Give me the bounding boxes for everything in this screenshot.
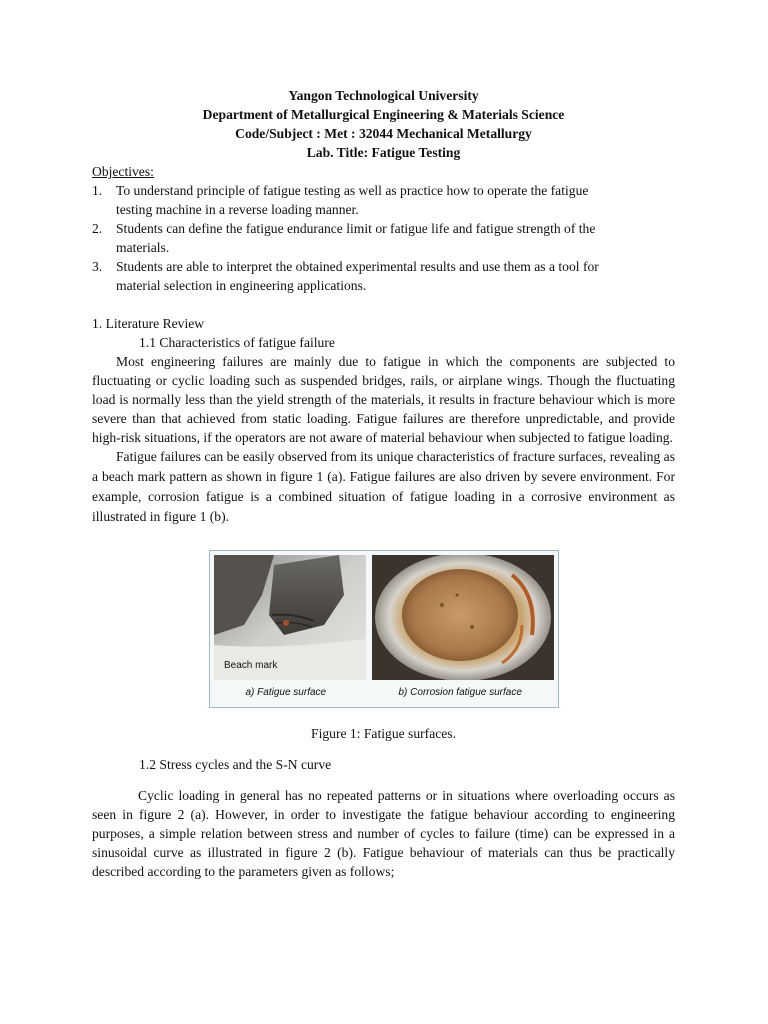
subsection-heading-stress-cycles: 1.2 Stress cycles and the S-N curve (139, 757, 332, 772)
paragraph-fatigue-failures: Most engineering failures are mainly due to fatigue in which the components are subjected to fluctuating or cyclic loading such as suspended bridges, rails, or airplane wings. Though the fluctuating load is normally less than the yield strength of the materials, it results in fracture behaviour which is more severe than that achieved from static loading. Fatigue failures are therefore unpredictable, and provide high-risk situations, if the operators are not aware of material behaviour when subjected to fatigue loading. (92, 354, 675, 445)
objectives-list (92, 181, 675, 295)
objective-text: To understand principle of fatigue testing as well as practice how to operate the fatigue testing machine in a reverse loading manner. (116, 183, 589, 217)
section-heading-literature-review: 1. Literature Review (92, 316, 205, 331)
subsection-heading-fatigue-failure: 1.1 Characteristics of fatigue failure (139, 335, 335, 350)
university-title: Yangon Technological University (288, 88, 479, 103)
objective-item (92, 219, 675, 257)
department-title: Department of Metallurgical Engineering & Materials Science (202, 107, 565, 122)
figure-caption: Figure 1: Fatigue surfaces. (311, 726, 456, 741)
caption-fatigue-surface: a) Fatigue surface (245, 687, 327, 698)
code-subject: Code/Subject : Met : 32044 Mechanical Metallurgy (235, 126, 532, 141)
figure-subcaptions (210, 681, 558, 701)
fatigue-surface-photo (214, 555, 366, 680)
objectives-heading: Objectives: (92, 164, 154, 179)
caption-corrosion-fatigue: b) Corrosion fatigue surface (398, 687, 522, 698)
paragraph-cyclic-loading: Cyclic loading in general has no repeated patterns or in situations where overloading occurs as seen in figure 2 (a). However, in order to investigate the fatigue behaviour according to engineering purposes, a simple relation between stress and number of cycles to failure (time) can be expressed in a sinusoidal curve as illustrated in figure 2 (b). Fatigue behaviour of materials can thus be practically described according to the parameters given as follows; (92, 788, 675, 879)
paragraph-beach-mark: Fatigue failures can be easily observed from its unique characteristics of fracture surfaces, revealing as a beach mark pattern as shown in figure 1 (a). Fatigue failures are also driven by severe environment. For example, corrosion fatigue is a combined situation of fatigue loading in a corrosive environment as illustrated in figure 1 (b). (92, 449, 675, 524)
objective-item (92, 257, 675, 295)
beach-mark-label: Beach mark (223, 660, 277, 671)
objective-number: 1. (92, 183, 103, 198)
document-page (92, 86, 675, 881)
figure-fatigue-surfaces (209, 550, 559, 708)
objective-item (92, 181, 675, 219)
objective-number: 2. (92, 221, 103, 236)
corrosion-fatigue-photo (372, 555, 554, 680)
objective-number: 3. (92, 259, 103, 274)
lab-title: Lab. Title: Fatigue Testing (306, 145, 461, 160)
objective-text: Students are able to interpret the obtained experimental results and use them as a tool for material selection in engineering applications. (116, 259, 599, 293)
objective-text: Students can define the fatigue endurance limit or fatigue life and fatigue strength of the materials. (116, 221, 596, 255)
